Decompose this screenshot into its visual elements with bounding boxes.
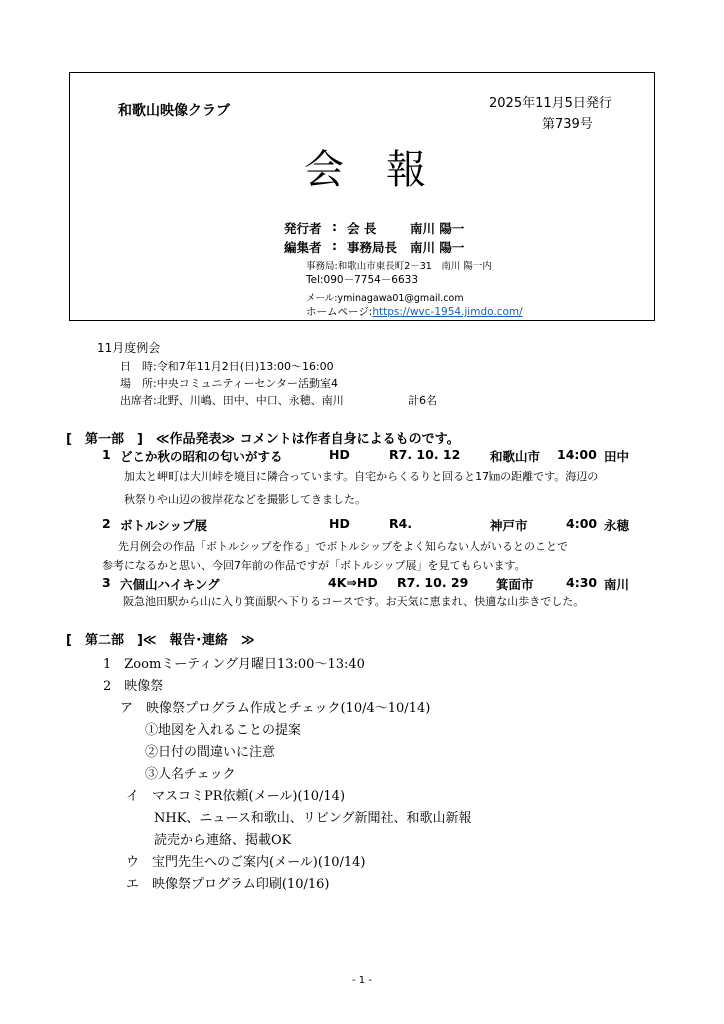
item-no: 2 xyxy=(102,516,111,531)
item-date: R4. xyxy=(389,516,413,531)
report-line: ア 映像祭プログラム作成とチェック(10/4～10/14) xyxy=(120,701,431,716)
meeting-place: 場 所:中央コミュニティーセンター活動室4 xyxy=(120,377,338,390)
meeting-attendees: 出席者:北野、川嶋、田中、中口、永穂、南川 xyxy=(120,394,344,407)
editor-name: 南川 陽一 xyxy=(410,240,465,255)
issue-number: 第739号 xyxy=(542,117,593,132)
item-date: R7. 10. 29 xyxy=(397,575,469,590)
item-author: 永穂 xyxy=(604,518,630,533)
homepage-link[interactable]: https://wvc-1954.jimdo.com/ xyxy=(372,306,523,318)
item-title: どこか秋の昭和の匂いがする xyxy=(120,449,283,464)
publisher-role: 会 長 xyxy=(347,221,377,236)
homepage-row xyxy=(306,304,523,319)
report-line: 2 映像祭 xyxy=(103,679,164,694)
item-author: 南川 xyxy=(604,577,630,592)
meeting-total: 計6名 xyxy=(408,394,437,407)
club-name: 和歌山映像クラブ xyxy=(118,103,230,119)
mail-row xyxy=(306,290,464,304)
item-title: ボトルシップ展 xyxy=(120,518,207,533)
item-format: HD xyxy=(329,516,350,531)
item-date: R7. 10. 12 xyxy=(389,447,461,462)
item-comment: 加太と岬町は大川峠を境目に隣合っています。自宅からくるりと回ると17㎞の距離です。海辺の xyxy=(124,470,599,483)
report-line: 読売から連絡、掲載OK xyxy=(154,833,292,848)
homepage-label: ホームページ: xyxy=(306,306,373,318)
part1-heading: [ 第一部 ] ≪作品発表≫ コメントは作者自身によるものです。 xyxy=(66,432,460,447)
editor-sep: : xyxy=(332,238,337,253)
editor-label: 編集者 xyxy=(284,240,322,255)
part2-heading: [ 第二部 ]≪ 報告･連絡 ≫ xyxy=(66,633,255,648)
item-duration: 4:30 xyxy=(566,575,598,590)
item-comment: 秋祭りや山辺の彼岸花などを撮影してきました。 xyxy=(124,493,366,506)
item-no: 3 xyxy=(102,575,111,590)
item-location: 和歌山市 xyxy=(490,449,541,464)
mail-label: メール: xyxy=(306,293,338,304)
publisher-name: 南川 陽一 xyxy=(410,221,465,236)
report-line: ③人名チェック xyxy=(145,767,236,782)
item-comment: 参考になるかと思い、今回7年前の作品ですが「ボトルシップ展」を見てもらいます。 xyxy=(102,559,526,572)
report-line: ②日付の間違いに注意 xyxy=(145,745,276,760)
report-line: ①地図を入れることの提案 xyxy=(145,723,302,738)
item-comment: 阪急池田駅から山に入り箕面駅へ下りるコースです。お天気に恵まれ、快適な山歩きでした。 xyxy=(123,595,585,608)
report-line: イ マスコミPR依頼(メール)(10/14) xyxy=(126,789,346,804)
meeting-datetime: 日 時:令和7年11月2日(日)13:00～16:00 xyxy=(120,360,334,373)
item-format: HD xyxy=(329,447,350,462)
report-line: 1 Zoomミーティング月曜日13:00～13:40 xyxy=(103,657,365,672)
item-no: 1 xyxy=(102,447,111,462)
item-comment: 先月例会の作品「ボトルシップを作る」でボトルシップをよく知らない人がいるとのことで xyxy=(118,540,569,553)
publisher-sep: : xyxy=(332,219,337,234)
report-line: エ 映像祭プログラム印刷(10/16) xyxy=(126,877,330,892)
meeting-heading: 11月度例会 xyxy=(97,341,161,355)
item-duration: 14:00 xyxy=(557,447,597,462)
newsletter-title: 会報 xyxy=(304,147,468,193)
tel: Tel:090－7754－6633 xyxy=(306,274,419,286)
item-author: 田中 xyxy=(604,449,630,464)
office-address: 事務局:和歌山市東長町2－31 南川 陽一内 xyxy=(306,261,492,272)
page-number: - 1 - xyxy=(352,975,372,986)
editor-role: 事務局長 xyxy=(347,240,398,255)
report-line: ウ 宝門先生へのご案内(メール)(10/14) xyxy=(126,855,366,870)
item-format: 4K⇒HD xyxy=(328,575,378,590)
item-location: 神戸市 xyxy=(490,518,528,533)
mail-address[interactable]: yminagawa01@gmail.com xyxy=(337,293,464,304)
issue-date: 2025年11月5日発行 xyxy=(489,96,612,111)
item-location: 箕面市 xyxy=(496,577,534,592)
publisher-label: 発行者 xyxy=(284,221,322,236)
item-title: 六個山ハイキング xyxy=(120,577,220,592)
report-line: NHK、ニュース和歌山、リビング新聞社、和歌山新報 xyxy=(154,811,472,826)
item-duration: 4:00 xyxy=(566,516,598,531)
